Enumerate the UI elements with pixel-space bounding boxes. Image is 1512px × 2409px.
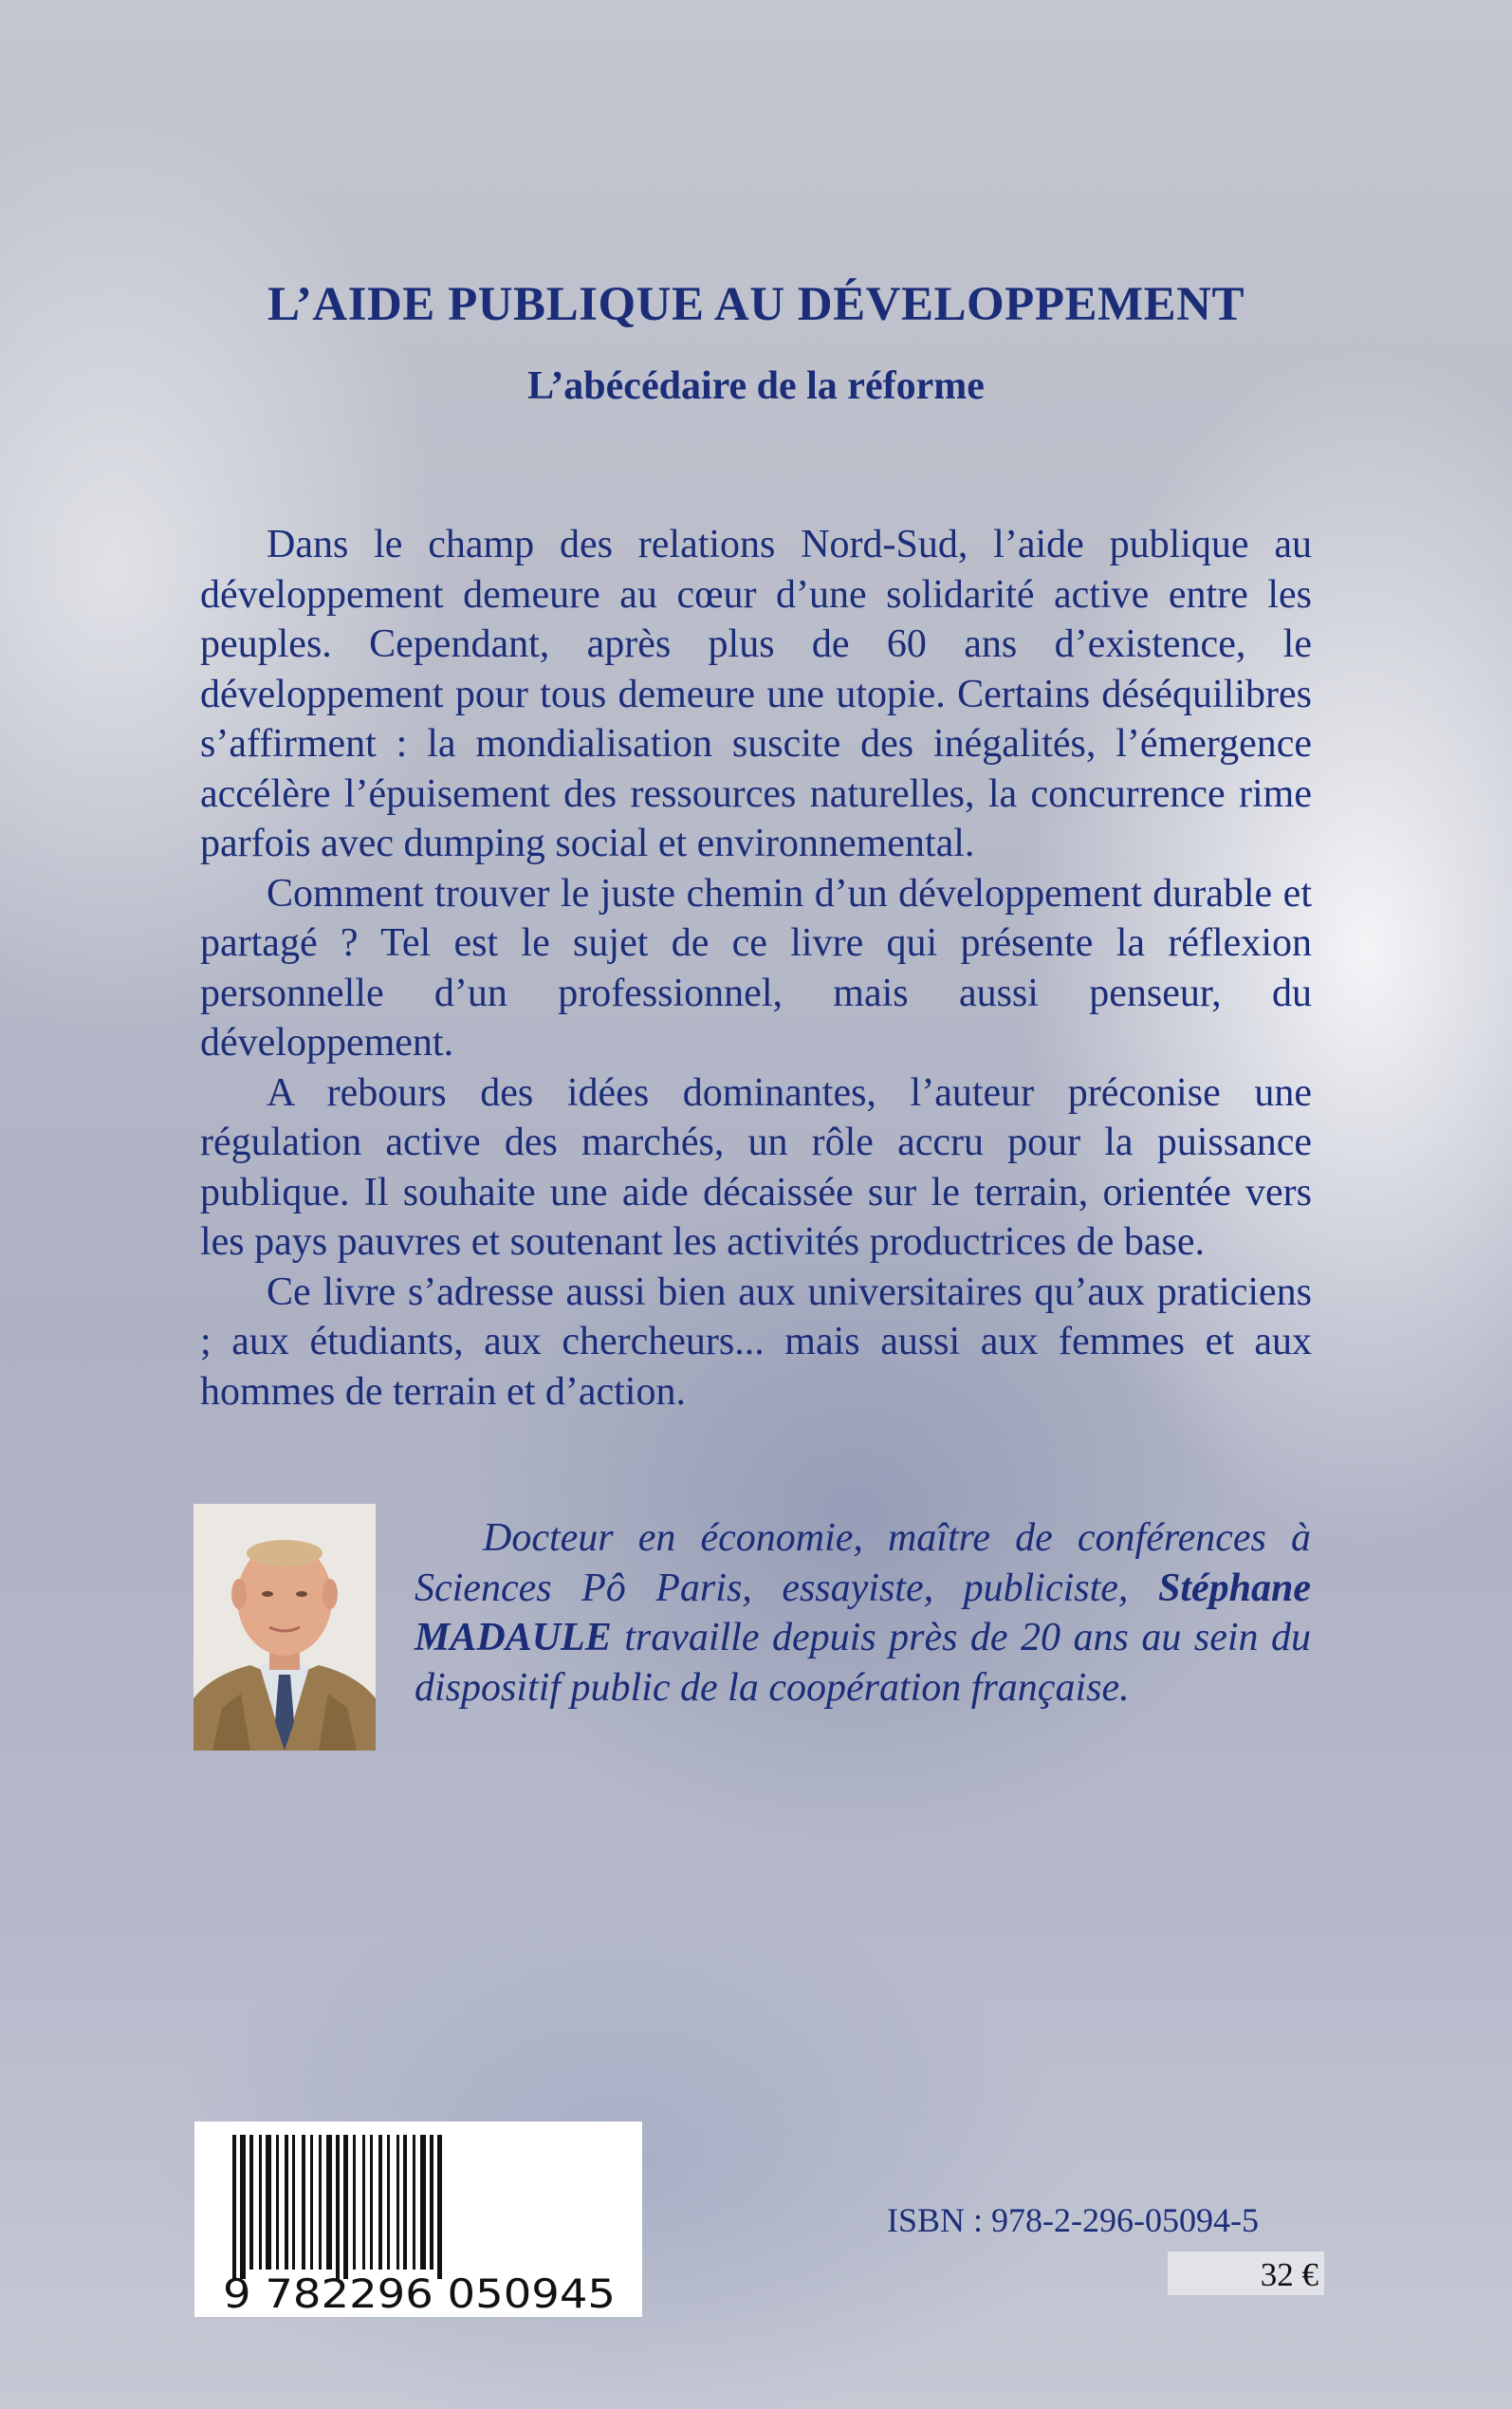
blurb-paragraph-4: Ce livre s’adresse aussi bien aux universitaires qu’aux praticiens ; aux étudiants, aux chercheurs... mais aussi aux femmes et aux hommes de terrain et d’action. (200, 1269, 1312, 1414)
author-bio-text-end: travaille depuis près de 20 ans au sein du dispositif public de la coopération française. (415, 1616, 1311, 1710)
barcode-bar (387, 2135, 390, 2270)
barcode-bar (266, 2135, 271, 2270)
barcode-bar (396, 2135, 399, 2270)
blurb-paragraph-3: A rebours des idées dominantes, l’auteur préconise une régulation active des marchés, un rôle accru pour la puissance publique. Il souhaite une aide décaissée sur le terrain, orientée vers les pays pauvres et soutenant les activités productrices de base. (200, 1070, 1312, 1264)
barcode-bar (430, 2135, 433, 2270)
price-tag (1168, 2251, 1324, 2295)
barcode-bar (240, 2135, 246, 2279)
barcode-bar (403, 2135, 407, 2270)
barcode-number: 9 782296 050945 (223, 2270, 616, 2317)
barcode-bar (437, 2135, 442, 2279)
barcode-bar (336, 2135, 340, 2279)
barcode-bar (302, 2135, 305, 2270)
book-title: L’AIDE PUBLIQUE AU DÉVELOPPEMENT (267, 278, 1245, 331)
barcode-bar (249, 2135, 253, 2270)
barcode-image (194, 2122, 642, 2317)
author-portrait-image (194, 1504, 376, 1751)
barcode-bar (353, 2135, 356, 2270)
barcode-bar (326, 2135, 332, 2270)
barcode-bar (276, 2135, 279, 2270)
barcode-bar (232, 2135, 236, 2279)
blurb-paragraph-1: Dans le champ des relations Nord-Sud, l’aide publique au développement demeure au cœur d’une solidarité active entre les peuples. Cependant, après plus de 60 ans d’existence, le développement pour tous demeure une utopie. Certains déséquilibres s’affirment : la mondialisation suscite des inégalités, l’émergence accélère l’épuisement des ressources naturelles, la concurrence rime parfois avec dumping social et environnemental. (200, 523, 1312, 865)
barcode-bar (285, 2135, 288, 2270)
barcode-bar (362, 2135, 365, 2270)
barcode-bar (310, 2135, 313, 2270)
barcode-bar (420, 2135, 426, 2270)
barcode-bar (292, 2135, 295, 2270)
barcode-bar (343, 2135, 348, 2279)
price: 32 € (1260, 2256, 1318, 2293)
author-photo (194, 1504, 376, 1751)
author-bio-text-start: Docteur en économie, maître de conférences à Sciences Pô Paris, essayiste, publiciste, (415, 1516, 1311, 1610)
barcode-bar (413, 2135, 415, 2270)
blurb-paragraph-2: Comment trouver le juste chemin d’un développement durable et partagé ? Tel est le sujet de ce livre qui présente la réflexion personnelle d’un professionnel, mais aussi penseur, du développement. (200, 871, 1312, 1065)
barcode-bar (370, 2135, 373, 2270)
barcode-bar (319, 2135, 322, 2270)
author-bio (415, 1513, 1311, 1713)
author-name: Stéphane MADAULE (415, 1566, 1311, 1659)
barcode-bar (378, 2135, 382, 2270)
barcode-bar (259, 2135, 262, 2270)
isbn: ISBN : 978-2-296-05094-5 (887, 2201, 1259, 2239)
barcode (194, 2122, 642, 2317)
blurb (200, 520, 1312, 1417)
book-subtitle: L’abécédaire de la réforme (527, 364, 985, 408)
